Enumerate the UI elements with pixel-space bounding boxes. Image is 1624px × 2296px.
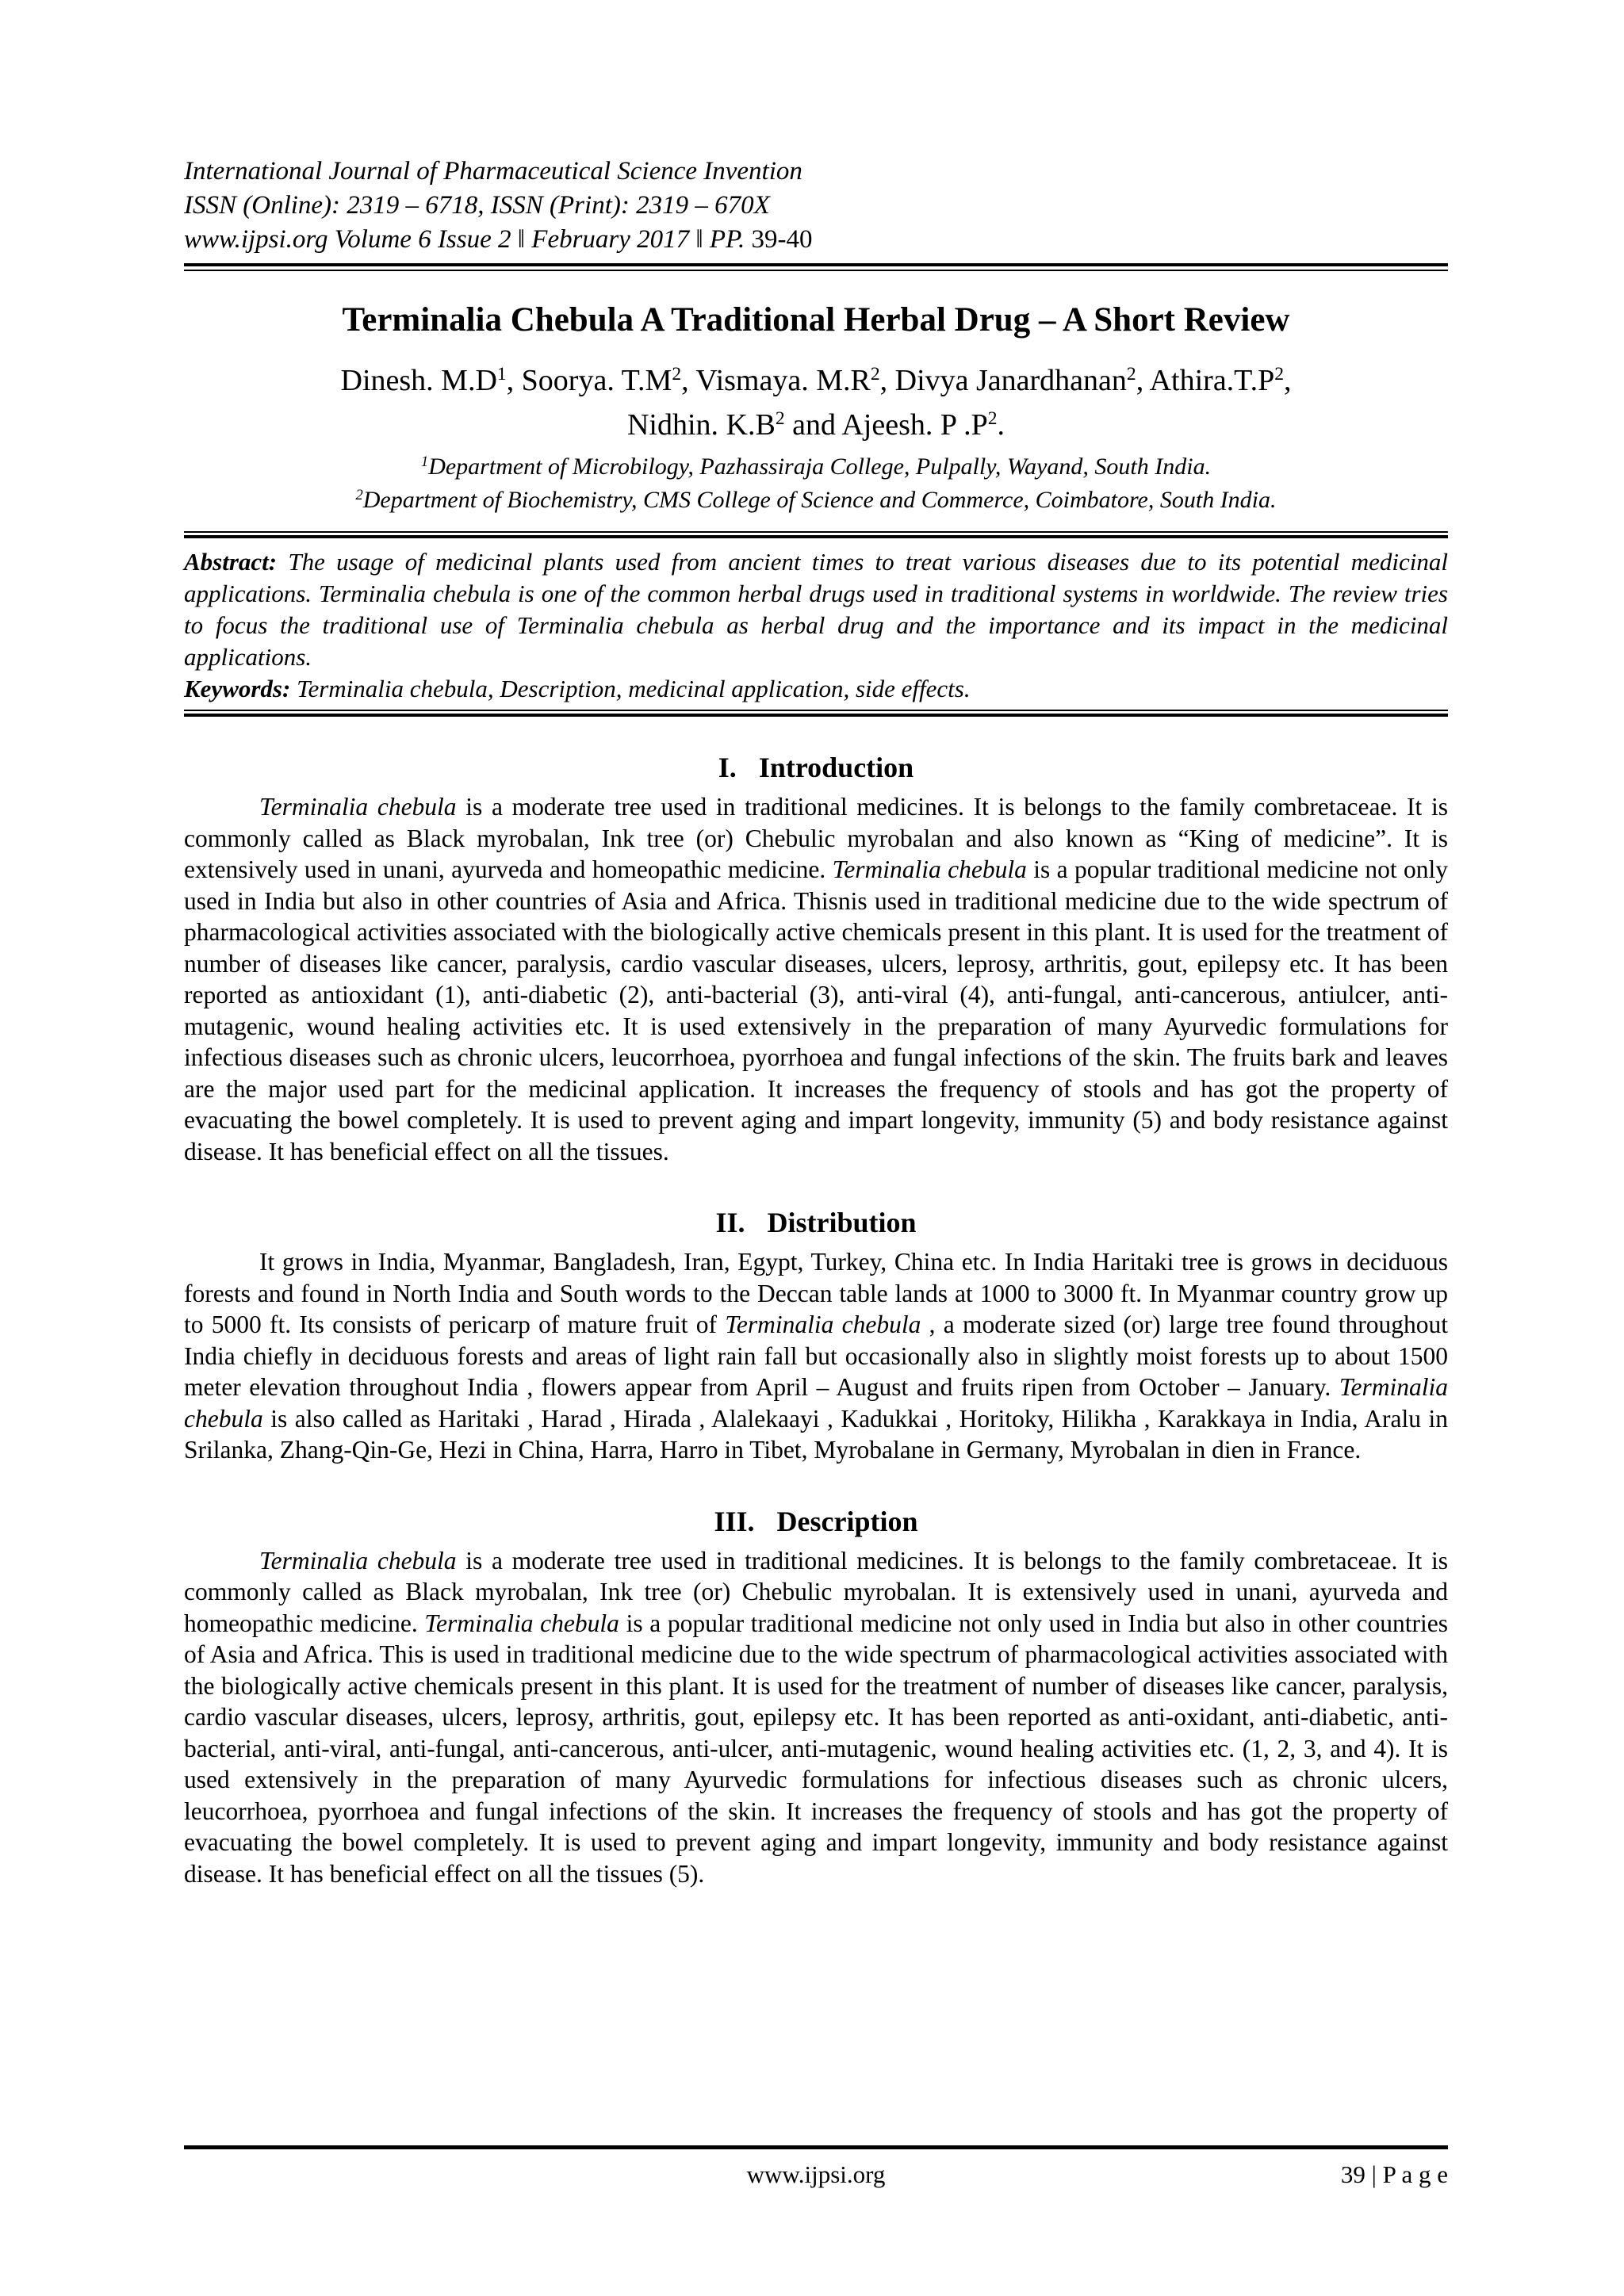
text-run: is a moderate tree used in traditional medicines. It is belongs to the family combretaceae. It is commonly called as Black myrobalan, Ink tree (or) Chebulic myrobalan. It is extensively used in unani, ayurveda and homeopathic medicine. bbox=[184, 1546, 1448, 1637]
journal-issue-line bbox=[184, 223, 1448, 257]
text-run: 2 bbox=[775, 408, 785, 430]
section-heading-introduction bbox=[184, 750, 1448, 785]
section-heading-description bbox=[184, 1504, 1448, 1539]
article-title: Terminalia Chebula A Traditional Herbal Drug – A Short Review bbox=[342, 301, 1290, 339]
introduction-paragraph bbox=[184, 791, 1448, 1167]
journal-issn: ISSN (Online): 2319 – 6718, ISSN (Print): 2319 – 670X bbox=[184, 191, 770, 220]
text-run: , Soorya. T.M bbox=[506, 364, 672, 397]
affiliation-2 bbox=[184, 484, 1448, 517]
text-run: 2 bbox=[1274, 364, 1284, 385]
text-run: The usage of medicinal plants used from ancient times to treat various diseases due to its potential medicinal applications. Terminalia chebula is one of the common herbal drugs used in traditional systems in worldwide. The review tries to focus the traditional use of Terminalia chebula as herbal drug and the importance and its impact in the medicinal applications. bbox=[184, 548, 1448, 671]
abstract-paragraph bbox=[184, 546, 1448, 673]
text-run: Terminalia chebula bbox=[832, 855, 1027, 883]
section-number: I. bbox=[718, 752, 737, 783]
text-run: , a moderate sized (or) large tree found throughout India chiefly in deciduous forests and areas of light rain fall but occasionally also in slightly moist forests up to about 1500 meter elevation throughout India , flowers appear from April – August and fruits ripen from October – January. bbox=[184, 1311, 1448, 1401]
footer-page-number: 39 | P a g e bbox=[1340, 2160, 1448, 2188]
text-run: Terminalia chebula bbox=[725, 1311, 921, 1338]
section-heading-distribution bbox=[184, 1205, 1448, 1240]
text-run: www.ijpsi.org Volume 6 Issue 2 ‖ February 2017 ‖ PP. bbox=[184, 225, 752, 254]
text-run: . bbox=[997, 408, 1005, 442]
header-divider bbox=[184, 263, 1448, 271]
keywords-line bbox=[184, 673, 1448, 705]
abstract-bottom-divider bbox=[184, 710, 1448, 717]
text-run: 2 bbox=[355, 486, 363, 503]
section-number: II. bbox=[715, 1207, 745, 1238]
text-run: Dinesh. M.D bbox=[340, 364, 497, 397]
journal-header bbox=[184, 155, 1448, 257]
footer-site-url: www.ijpsi.org bbox=[746, 2160, 886, 2188]
authors-line-1 bbox=[184, 358, 1448, 403]
text-run: is a popular traditional medicine not only used in India but also in other countries of Asia and Africa. This is used in traditional medicine due to the wide spectrum of pharmacological activities associated with the biologically active chemicals present in this plant. It is used for the treatment of number of diseases like cancer, paralysis, cardio vascular diseases, ulcers, leprosy, arthritis, gout, epilepsy etc. It has been reported as anti-oxidant, anti-diabetic, anti-bacterial, anti-viral, anti-fungal, anti-cancerous, anti-ulcer, anti-mutagenic, wound healing activities etc. (1, 2, 3, and 4). It is used extensively in the preparation of many Ayurvedic formulations for infectious diseases such as chronic ulcers, leucorrhoea, pyorrhoea and fungal infections of the skin. It increases the frequency of stools and has got the property of evacuating the bowel completely. It is used to prevent aging and impart longevity, immunity and body resistance against disease. It has beneficial effect on all the tissues (5). bbox=[184, 1609, 1448, 1888]
authors-line-2 bbox=[184, 403, 1448, 447]
text-run: Abstract: bbox=[184, 548, 289, 576]
text-run: 39-40 bbox=[751, 225, 813, 254]
page-footer bbox=[184, 2145, 1448, 2191]
text-run: 1 bbox=[420, 453, 429, 470]
affiliations-block bbox=[184, 450, 1448, 517]
text-run: Department of Microbilogy, Pazhassiraja College, Pulpally, Wayand, South India. bbox=[428, 453, 1212, 480]
footer-divider bbox=[184, 2145, 1448, 2149]
authors-block bbox=[184, 358, 1448, 447]
abstract-top-divider bbox=[184, 531, 1448, 538]
text-run: Terminalia chebula bbox=[424, 1609, 619, 1637]
description-paragraph bbox=[184, 1545, 1448, 1890]
text-run: Nidhin. K.B bbox=[626, 408, 776, 442]
text-run: 2 bbox=[987, 408, 998, 430]
text-run: , Athira.T.P bbox=[1136, 364, 1275, 397]
text-run: 1 bbox=[496, 364, 507, 385]
text-run: is a popular traditional medicine not only used in India but also in other countries of Asia and Africa. Thisnis used in traditional medicine due to the wide spectrum of pharmacological activities associated with the biologically active chemicals present in this plant. It is used for the treatment of number of diseases like cancer, paralysis, cardio vascular diseases, ulcers, leprosy, arthritis, gout, epilepsy etc. It has been reported as antioxidant (1), anti-diabetic (2), anti-bacterial (3), anti-viral (4), anti-fungal, anti-cancerous, antiulcer, anti-mutagenic, wound healing activities etc. It is used extensively in the preparation of many Ayurvedic formulations for infectious diseases such as chronic ulcers, leucorrhoea, pyorrhoea and fungal infections of the skin. The fruits bark and leaves are the major used part for the medicinal application. It increases the frequency of stools and has got the property of evacuating the bowel completely. It is used to prevent aging and impart longevity, immunity (5) and body resistance against disease. It has beneficial effect on all the tissues. bbox=[184, 855, 1448, 1165]
text-run: Terminalia chebula bbox=[259, 1546, 457, 1575]
text-run: Terminalia chebula bbox=[259, 793, 457, 821]
section-title: Distribution bbox=[767, 1207, 917, 1238]
text-run: Department of Biochemistry, CMS College of Science and Commerce, Coimbatore, South India. bbox=[362, 487, 1277, 513]
section-title: Description bbox=[776, 1505, 918, 1537]
text-run: is also called as Haritaki , Harad , Hirada , Alalekaayi , Kadukkai , Horitoky, Hilikha , Karakkaya in India, Aralu in Srilanka, Zhang-Qin-Ge, Hezi in China, Harra, Harro in Tibet, Myrobalane in Germany, Myrobalan in dien in France. bbox=[184, 1404, 1448, 1464]
section-title: Introduction bbox=[758, 752, 914, 783]
text-run: 2 bbox=[672, 364, 682, 385]
text-run: Terminalia chebula, Description, medicinal application, side effects. bbox=[297, 675, 971, 702]
text-run: Keywords: bbox=[184, 675, 297, 702]
text-run: 2 bbox=[1126, 364, 1136, 385]
text-run: and Ajeesh. P .P bbox=[784, 408, 988, 442]
text-run: It grows in India, Myanmar, Bangladesh, Iran, Egypt, Turkey, China etc. In India Haritaki tree is grows in deciduous forests and found in North India and South words to the Deccan table lands at 1000 to 3000 ft. In Myanmar country grow up to 5000 ft. Its consists of pericarp of mature fruit of bbox=[184, 1248, 1448, 1338]
text-run: Terminalia chebula bbox=[184, 1373, 1448, 1433]
journal-name: International Journal of Pharmaceutical Science Invention bbox=[184, 157, 802, 186]
text-run: , Vismaya. M.R bbox=[681, 364, 871, 397]
text-run: , Divya Janardhanan bbox=[879, 364, 1127, 397]
text-run: 2 bbox=[870, 364, 880, 385]
affiliation-1 bbox=[184, 450, 1448, 484]
distribution-paragraph bbox=[184, 1246, 1448, 1466]
text-run: , bbox=[1284, 364, 1292, 397]
text-run: is a moderate tree used in traditional medicines. It is belongs to the family combretaceae. It is commonly called as Black myrobalan, Ink tree (or) Chebulic myrobalan and also known as “King of medicine”. It is extensively used in unani, ayurveda and homeopathic medicine. bbox=[184, 793, 1448, 883]
section-number: III. bbox=[714, 1505, 755, 1537]
footer-text-line bbox=[184, 2159, 1448, 2191]
